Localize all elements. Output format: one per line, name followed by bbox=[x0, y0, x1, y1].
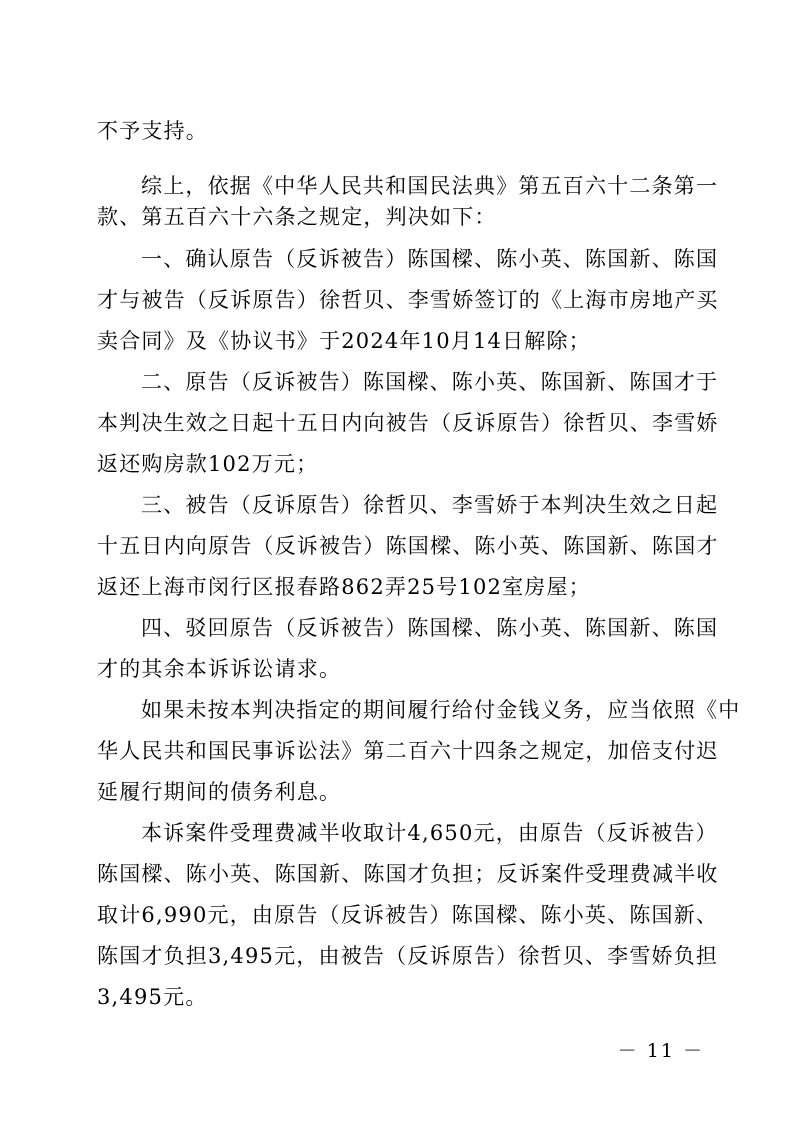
text-line-13: 四、驳回原告（反诉被告）陈国樑、陈小英、陈国新、陈国 bbox=[141, 616, 719, 640]
text-line-11: 十五日内向原告（反诉被告）陈国樑、陈小英、陈国新、陈国才 bbox=[97, 534, 719, 558]
text-line-22: 3,495元。 bbox=[97, 985, 208, 1009]
text-line-21: 陈国才负担3,495元，由被告（反诉原告）徐哲贝、李雪娇负担 bbox=[97, 944, 719, 968]
text-line-2: 综上，依据《中华人民共和国民法典》第五百六十二条第一 bbox=[141, 174, 719, 198]
text-line-15: 如果未按本判决指定的期间履行给付金钱义务，应当依照《中 bbox=[141, 698, 741, 722]
text-line-18: 本诉案件受理费减半收取计4,650元，由原告（反诉被告） bbox=[141, 821, 718, 845]
text-line-16: 华人民共和国民事诉讼法》第二百六十四条之规定，加倍支付迟 bbox=[97, 739, 719, 763]
text-line-7: 二、原告（反诉被告）陈国樑、陈小英、陈国新、陈国才于 bbox=[141, 370, 719, 394]
text-line-10: 三、被告（反诉原告）徐哲贝、李雪娇于本判决生效之日起 bbox=[141, 493, 719, 517]
text-line-4: 一、确认原告（反诉被告）陈国樑、陈小英、陈国新、陈国 bbox=[141, 247, 719, 271]
text-line-20: 取计6,990元，由原告（反诉被告）陈国樑、陈小英、陈国新、 bbox=[97, 903, 719, 927]
text-line-3: 款、第五百六十六条之规定，判决如下： bbox=[97, 205, 497, 229]
page-number: － 11 － bbox=[617, 1040, 704, 1062]
text-line-6: 卖合同》及《协议书》于2024年10月14日解除； bbox=[97, 329, 591, 353]
text-line-8: 本判决生效之日起十五日内向被告（反诉原告）徐哲贝、李雪娇 bbox=[97, 411, 719, 435]
text-line-1: 不予支持。 bbox=[97, 119, 208, 143]
text-line-9: 返还购房款102万元； bbox=[97, 452, 319, 476]
text-line-5: 才与被告（反诉原告）徐哲贝、李雪娇签订的《上海市房地产买 bbox=[97, 288, 719, 312]
text-line-19: 陈国樑、陈小英、陈国新、陈国才负担；反诉案件受理费减半收 bbox=[97, 862, 719, 886]
text-line-14: 才的其余本诉诉讼请求。 bbox=[97, 657, 342, 681]
text-line-12: 返还上海市闵行区报春路862弄25号102室房屋； bbox=[97, 575, 591, 599]
text-line-17: 延履行期间的债务利息。 bbox=[97, 780, 342, 804]
